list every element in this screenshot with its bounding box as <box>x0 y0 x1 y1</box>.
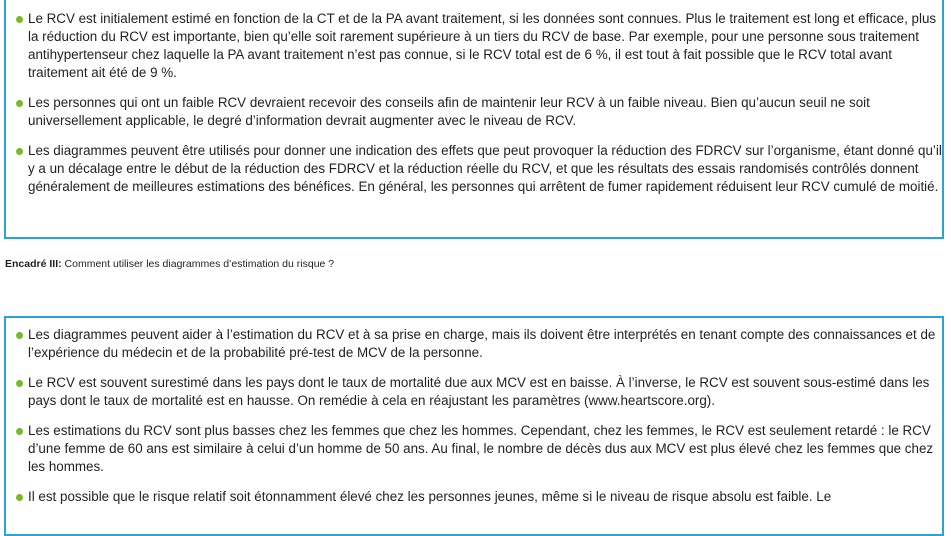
bullet-dot-icon <box>16 148 23 155</box>
box-caption <box>5 257 334 271</box>
list-item <box>6 488 942 506</box>
list-item-text: Les personnes qui ont un faible RCV devraient recevoir des conseils afin de maintenir leur RCV à un faible niveau. Bien qu’aucun seuil ne soit universellement applicable, le degré d’information devrait augmenter avec le niveau de RCV. <box>28 95 870 128</box>
guidance-box-bottom <box>4 316 944 536</box>
list-item-text: Le RCV est souvent surestimé dans les pays dont le taux de mortalité due aux MCV est en baisse. À l’inverse, le RCV est souvent sous-estimé dans les pays dont le taux de mortalité est en hausse. On remédie à cela en réajustant les paramètres (www.heartscore.org). <box>28 375 930 408</box>
bullet-dot-icon <box>16 494 23 501</box>
bullet-list-top <box>6 0 942 196</box>
list-item <box>6 422 942 476</box>
bullet-dot-icon <box>16 428 23 435</box>
list-item <box>6 374 942 410</box>
bullet-dot-icon <box>16 332 23 339</box>
bullet-dot-icon <box>16 16 23 23</box>
bullet-list-bottom <box>6 318 942 506</box>
bullet-dot-icon <box>16 100 23 107</box>
list-item-text: Les diagrammes peuvent aider à l’estimation du RCV et à sa prise en charge, mais ils doivent être interprétés en tenant compte des connaissances et de l’expérience du médecin et de la probabilité pré-test de MCV de la personne. <box>28 327 936 360</box>
list-item-text: Le RCV est initialement estimé en fonction de la CT et de la PA avant traitement, si les données sont connues. Plus le traitement est long et efficace, plus la réduction du RCV est importante, bien qu’elle soit rarement supérieure à un tiers du RCV de base. Par exemple, pour une personne sous traitement antihypertenseur chez laquelle la PA avant traitement n’est pas connue, si le RCV total est de 6 %, il est tout à fait possible que le RCV total avant traitement ait été de 9 %. <box>28 11 937 80</box>
list-item <box>6 10 942 82</box>
caption-label: Encadré III: <box>5 258 62 270</box>
list-item-text: Il est possible que le risque relatif soit étonnamment élevé chez les personnes jeunes, même si le niveau de risque absolu est faible. Le <box>28 489 832 504</box>
list-item <box>6 326 942 362</box>
guidance-box-top <box>4 0 944 239</box>
list-item-text: Les diagrammes peuvent être utilisés pour donner une indication des effets que peut provoquer la réduction des FDRCV sur l’organisme, étant donné qu’il y a un décalage entre le début de la réduction des FDRCV et la réduction réelle du RCV, et que les résultats des essais randomisés contrôlés donnent généralement de meilleures estimations des bénéfices. En général, les personnes qui arrêtent de fumer rapidement réduisent leur RCV cumulé de moitié. <box>28 143 942 194</box>
list-item <box>6 142 942 196</box>
caption-text: Comment utiliser les diagrammes d’estimation du risque ? <box>61 258 335 270</box>
list-item <box>6 94 942 130</box>
bullet-dot-icon <box>16 380 23 387</box>
list-item-text: Les estimations du RCV sont plus basses chez les femmes que chez les hommes. Cependant, chez les femmes, le RCV est seulement retardé : le RCV d’une femme de 60 ans est similaire à celui d’un homme de 50 ans. Au final, le nombre de décès dus aux MCV est plus élevé chez les femmes que chez les hommes. <box>28 423 934 474</box>
